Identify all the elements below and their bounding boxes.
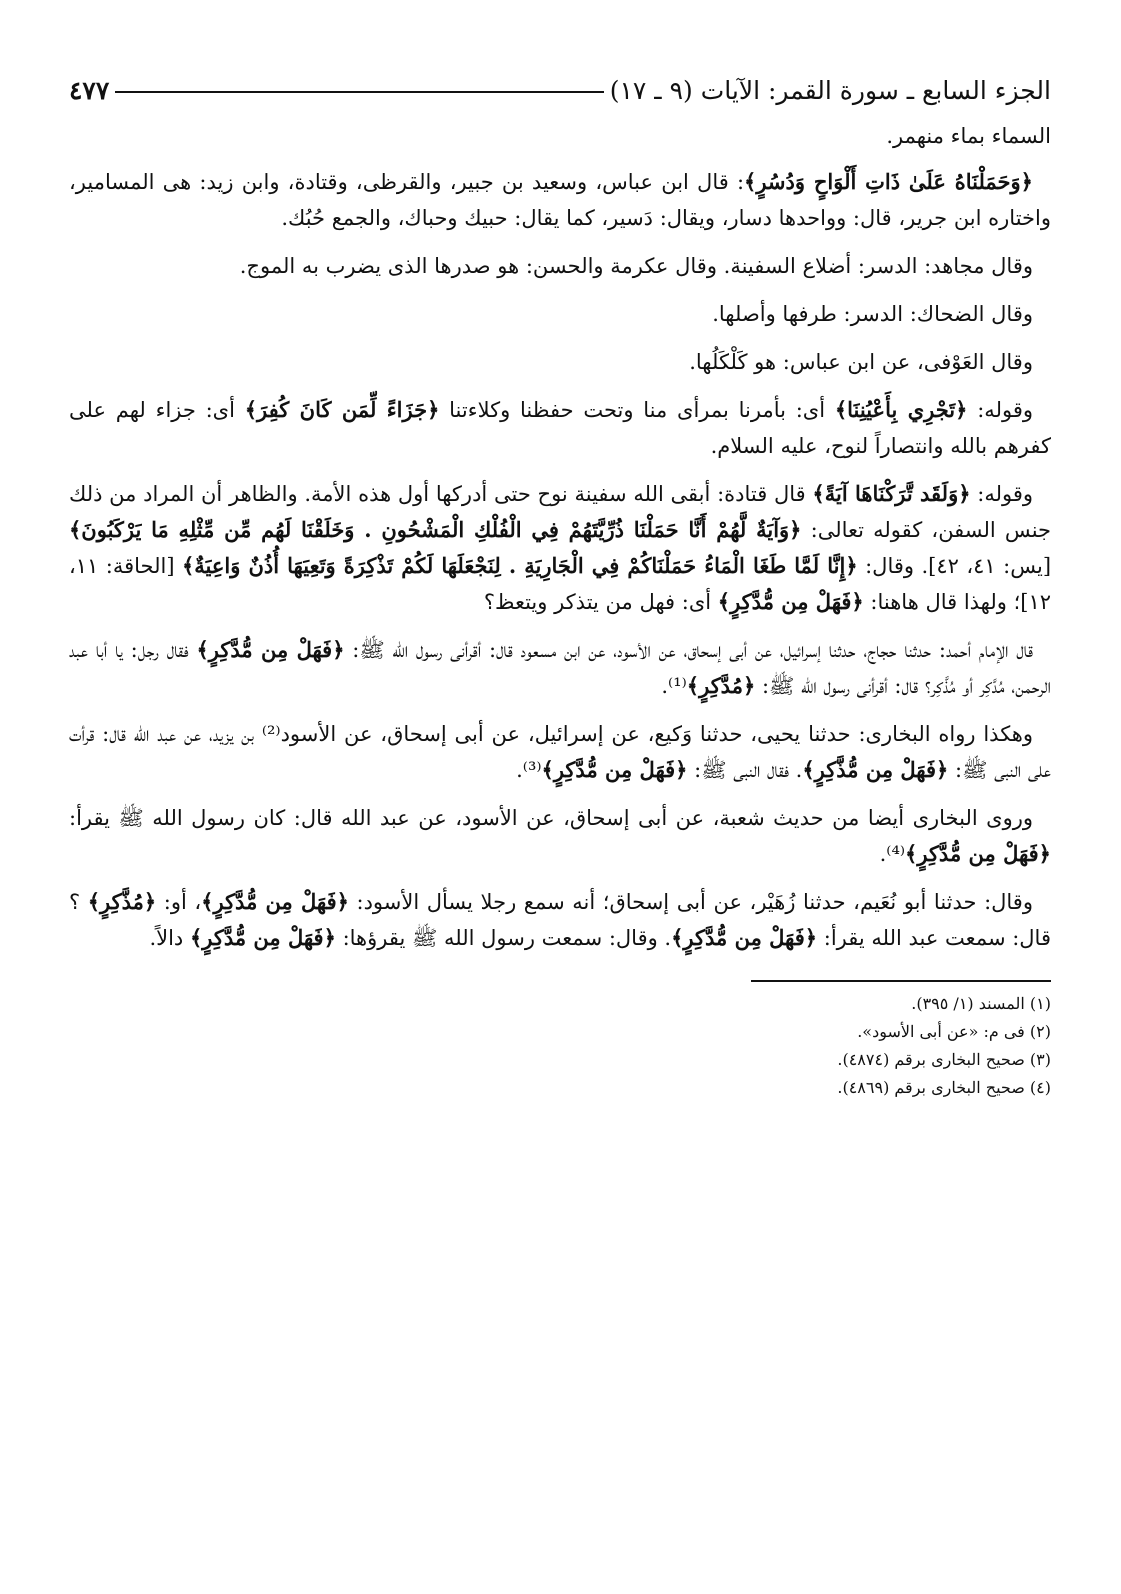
text-run: وقال العَوْفى، عن ابن عباس: هو كَلْكَلُها. <box>689 350 1033 374</box>
text-run: ؟ قال: سمعت عبد الله يقرأ: <box>69 890 1051 950</box>
text-run: دالاً. <box>149 926 190 950</box>
text-run: [الحاقة: ١١، ١٢]؛ ولهذا قال هاهنا: <box>69 554 1051 614</box>
quran-verse: ﴿تَجْرِي بِأَعْيُنِنَا﴾ <box>834 397 968 422</box>
text-run: قال الإمام أحمد: حدثنا حجاج، حدثنا إسرائيل، عن أبى إسحاق، عن الأسود، عن ابن مسعود قال: أقرأنى رسول الله ﷺ: <box>344 638 1033 662</box>
running-header <box>69 70 1051 110</box>
paragraph <box>69 296 1051 332</box>
footnote-separator <box>751 980 1051 982</box>
quran-verse: ﴿جَزَاءً لِّمَن كَانَ كُفِرَ﴾ <box>244 397 440 422</box>
text-run: ⁽¹⁾. <box>661 674 687 698</box>
header-title: الجزء السابع ـ سورة القمر: الآيات (٩ ـ ١٧) <box>609 75 1051 105</box>
footnotes <box>69 990 1051 1102</box>
quran-verse: ﴿وَلَقَد تَّرَكْنَاهَا آيَةً﴾ <box>812 481 971 506</box>
text-run: وقال: حدثنا أبو نُعَيم، حدثنا زُهَيْر، عن أبى إسحاق؛ أنه سمع رجلا يسأل الأسود: <box>348 890 1033 914</box>
page-number: ٤٧٧ <box>69 75 110 105</box>
paragraph <box>69 800 1051 872</box>
paragraph <box>69 344 1051 380</box>
paragraph <box>69 632 1051 704</box>
text-run: فقال رجل: يا أبا عبد الرحمن، مُدَّكِر أو مُذَّكِر؟ قال: أقرأنى رسول الله ﷺ: <box>69 638 1051 698</box>
quran-verse: ﴿فَهَلْ مِن مُّدَّكِرٍ﴾ <box>905 841 1051 866</box>
text-run: . فقال النبى ﷺ: <box>687 758 803 782</box>
footnote-2: (٢) فى م: «عن أبى الأسود». <box>857 1022 1051 1041</box>
text-run: السماء بماء منهمر. <box>886 124 1051 148</box>
quran-verse: ﴿فَهَلْ مِن مُّدَّكِرٍ﴾ <box>201 889 349 914</box>
quran-verse: ﴿فَهَلْ مِن مُّدَّكِرٍ﴾ <box>717 589 864 614</box>
footnote-1: (١) المسند (١/ ٣٩٥). <box>911 994 1051 1013</box>
quran-verse: ﴿مُدَّكِرٍ﴾ <box>686 673 756 698</box>
quran-verse: ﴿وَحَمَلْنَاهُ عَلَىٰ ذَاتِ أَلْوَاحٍ وَدُسُرٍ﴾ <box>744 169 1033 194</box>
text-run: وقوله: <box>970 482 1033 506</box>
text-run: قال قتادة: أبقى الله سفينة نوح حتى أدركها أول هذه الأمة. والظاهر أن المراد من ذلك جنس السفن، كقوله تعالى: <box>69 482 1052 542</box>
book-page <box>69 70 1051 1102</box>
main-text <box>69 118 1051 956</box>
paragraph <box>69 118 1051 154</box>
text-run: ⁽³⁾. <box>516 758 542 782</box>
paragraph <box>69 884 1051 956</box>
footnote-3: (٣) صحيح البخارى برقم (٤٨٧٤). <box>837 1050 1051 1069</box>
quran-verse: ﴿فَهَلْ مِن مُّدَّكِرٍ﴾ <box>189 925 336 950</box>
quran-verse: ﴿فَهَلْ مِن مُّذَّكِرٍ﴾ <box>802 757 949 782</box>
text-run: وقال مجاهد: الدسر: أضلاع السفينة. وقال عكرمة والحسن: هو صدرها الذى يضرب به الموج. <box>239 254 1033 278</box>
text-run: . وقال: سمعت رسول الله ﷺ يقرؤها: <box>335 926 672 950</box>
paragraph <box>69 392 1051 464</box>
header-rule <box>115 91 603 93</box>
footnote-4: (٤) صحيح البخارى برقم (٤٨٦٩). <box>837 1078 1051 1097</box>
text-run: وهكذا رواه البخارى: حدثنا يحيى، حدثنا وَكيع، عن إسرائيل، عن أبى إسحاق، عن الأسود⁽²⁾ بن يزيد، عن عبد الله قال: قرأت على النبى ﷺ: <box>69 722 1051 782</box>
paragraph <box>69 248 1051 284</box>
text-run: أى: بأمرنا بمرأى منا وتحت حفظنا وكلاءتنا <box>439 398 835 422</box>
quran-verse: ﴿فَهَلْ مِن مُّدَّكِرٍ﴾ <box>541 757 688 782</box>
paragraph <box>69 716 1051 788</box>
quran-verse: ﴿فَهَلْ مِن مُّدَّكِرٍ﴾ <box>671 925 818 950</box>
text-run: وقوله: <box>967 398 1033 422</box>
text-run: [يس: ٤١، ٤٢]. وقال: <box>857 554 1052 578</box>
text-run: وقال الضحاك: الدسر: طرفها وأصلها. <box>712 302 1033 326</box>
text-run: أى: جزاء لهم على كفرهم بالله وانتصاراً لنوح، عليه السلام. <box>69 398 1051 458</box>
text-run: ⁽⁴⁾. <box>879 842 906 866</box>
quran-verse: ﴿وَآيَةٌ لَّهُمْ أَنَّا حَمَلْنَا ذُرِّيَّتَهُمْ فِي الْفُلْكِ الْمَشْحُونِ . وَخَلَقْنَا لَهُم مِّن مِّثْلِهِ مَا يَرْكَبُونَ﴾ <box>69 517 802 542</box>
text-run: وروى البخارى أيضا من حديث شعبة، عن أبى إسحاق، عن الأسود، عن عبد الله قال: كان رسول الله ﷺ يقرأ: <box>69 806 1033 830</box>
quran-verse: ﴿إِنَّا لَمَّا طَغَا الْمَاءُ حَمَلْنَاكُمْ فِي الْجَارِيَةِ . لِنَجْعَلَهَا لَكُمْ تَذْكِرَةً وَتَعِيَهَا أُذُنٌ وَاعِيَةٌ﴾ <box>181 553 858 578</box>
text-run: ، أو: <box>156 890 202 914</box>
quran-verse: ﴿فَهَلْ مِن مُّدَّكِرٍ﴾ <box>196 637 345 662</box>
text-run: : قال ابن عباس، وسعيد بن جبير، والقرظى، وقتادة، وابن زيد: هى المسامير، واختاره ابن جرير، قال: وواحدها دسار، ويقال: دَسير، كما يقال: حبيك وحباك، والجمع حُبُك. <box>69 170 1051 230</box>
quran-verse: ﴿مُذَّكِرٍ﴾ <box>87 889 157 914</box>
text-run: أى: فهل من يتذكر ويتعظ؟ <box>483 590 718 614</box>
paragraph <box>69 164 1051 236</box>
paragraph <box>69 476 1051 620</box>
